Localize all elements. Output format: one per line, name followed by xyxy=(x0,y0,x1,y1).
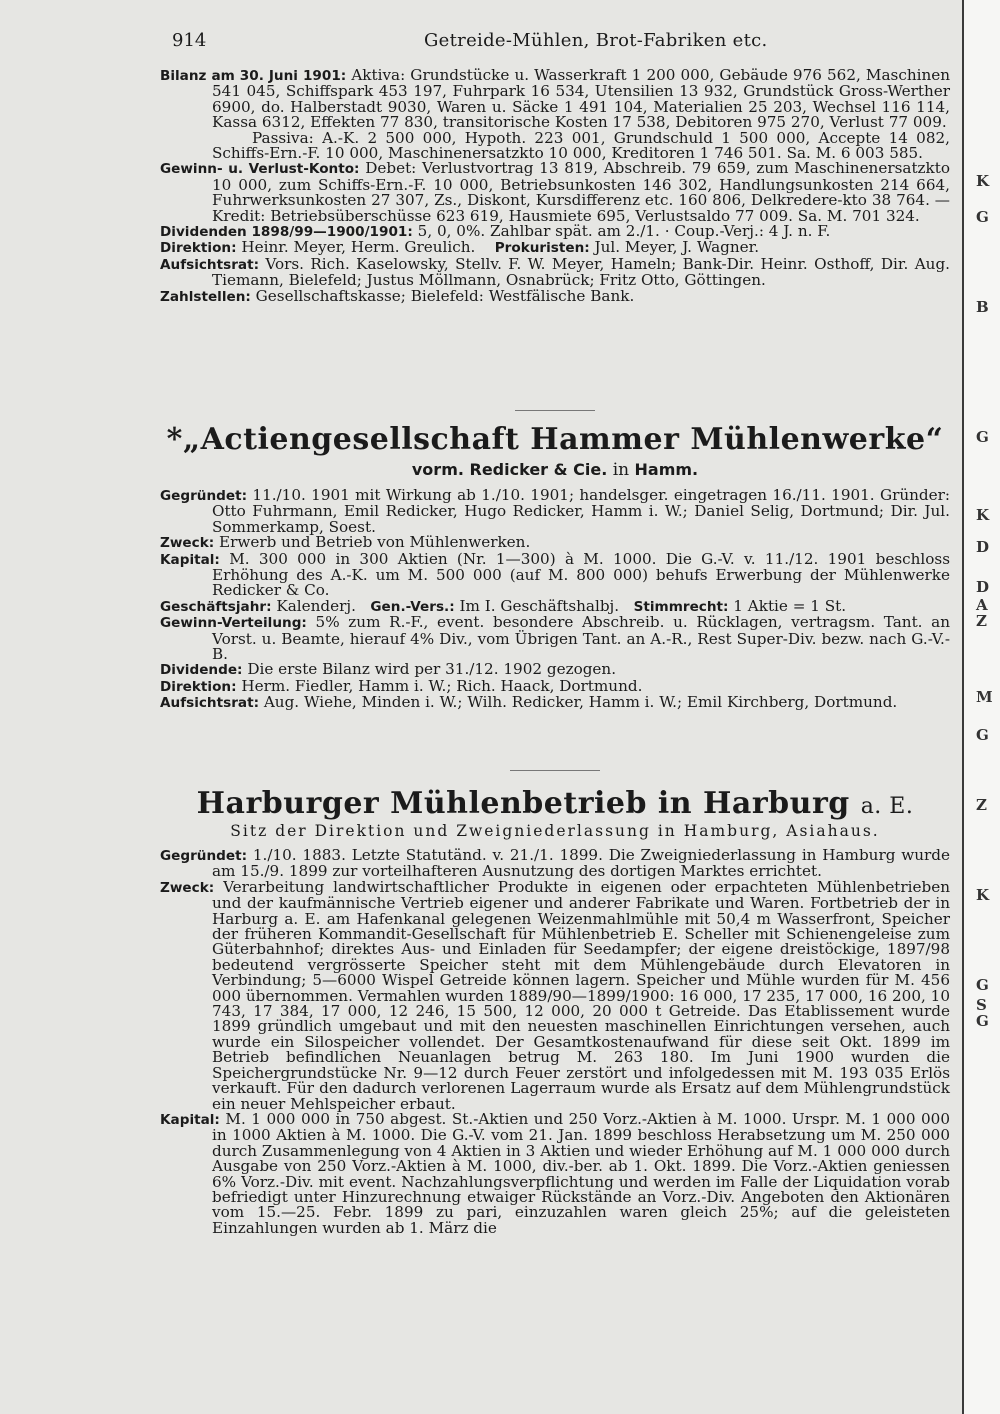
company-title-harburg xyxy=(160,786,950,821)
section-divider-2 xyxy=(510,770,600,771)
gegruendet-label: Gegründet: xyxy=(160,488,248,504)
gewinnvert-text: 5% zum R.-F., event. besondere Abschreib. u. Rücklagen, vertragsm. Tant. an Vorst. u. Beamte, hierauf 4% Div., vom Übrigen Tant. an A.-R., Rest Super-Div. bezw. nach G.-V.-B. xyxy=(212,613,951,664)
direktion2-text: Herm. Fiedler, Hamm i. W.; Rich. Haack, Dortmund. xyxy=(241,676,643,695)
zweck-text: Erwerb und Betrieb von Mühlenwerken. xyxy=(219,533,531,552)
zahlstellen-label: Zahlstellen: xyxy=(160,288,251,305)
zweck-label: Zweck: xyxy=(160,535,215,552)
dividenden-text: 5, 0, 0%. Zahlbar spät. am 2./1. · Coup.-Verj.: 4 J. n. F. xyxy=(417,222,831,241)
company-subtitle-hammer xyxy=(160,460,950,480)
aufsichtsrat2-label: Aufsichtsrat: xyxy=(160,695,259,712)
subtitle-vorm: vorm. Redicker & Cie. xyxy=(411,460,608,479)
aufsichtsrat-label: Aufsichtsrat: xyxy=(160,256,259,273)
subtitle-city: Hamm. xyxy=(634,460,699,479)
harburg-gegruendet-text: 1./10. 1883. Letzte Statutänd. v. 21./1. 1899. Die Zweigniederlassung in Hamburg wurde am 15./9. 1899 zur vorteilhafteren Ausnutzung des dortigen Marktes errichtet. xyxy=(212,846,950,881)
kapital-label: Kapital: xyxy=(160,551,220,568)
prokuristen-label: Prokuristen: xyxy=(494,240,590,257)
stimmrecht-text: 1 Aktie = 1 St. xyxy=(733,596,847,615)
harburg-zweck-entry xyxy=(160,877,951,1113)
kapital-entry xyxy=(160,549,950,600)
harburg-kapital-label: Kapital: xyxy=(160,1111,220,1128)
bilanz-entry xyxy=(160,68,950,131)
harburg-title: Harburger Mühlenbetrieb in Harburg xyxy=(196,786,850,821)
zahlstellen-text: Gesellschaftskasse; Bielefeld: Westfälische Bank. xyxy=(255,286,635,305)
edge-letter: K xyxy=(976,886,990,904)
aufsichtsrat2-text: Aug. Wiehe, Minden i. W.; Wilh. Redicker, Hamm i. W.; Emil Kirchberg, Dortmund. xyxy=(263,693,898,712)
edge-letter: Z xyxy=(976,612,987,630)
edge-letter: G xyxy=(976,1012,989,1030)
edge-letter: D xyxy=(976,578,990,596)
aufsichtsrat-entry xyxy=(160,254,950,290)
hammer-company-body xyxy=(160,488,950,712)
harburg-kapital-entry xyxy=(160,1109,951,1237)
kapital-text: M. 300 000 in 300 Aktien (Nr. 1—300) à M. 1000. Die G.-V. v. 11./12. 1901 beschloss Erhöhung des A.-K. um M. 500 000 (auf M. 800 000) behufs Erwerbung der Mühlenwerke Redicker & Co. xyxy=(212,549,950,600)
dividende-text: Die erste Bilanz wird per 31./12. 1902 gezogen. xyxy=(247,660,617,679)
harburg-zweck-label: Zweck: xyxy=(160,879,215,896)
zahlstellen-entry xyxy=(160,286,950,305)
harburg-gegruendet-entry xyxy=(160,848,950,880)
edge-letter: A xyxy=(976,596,988,614)
edge-letter: K xyxy=(976,172,990,190)
prokuristen-text: Jul. Meyer, J. Wagner. xyxy=(594,238,760,257)
aufsichtsrat2-entry xyxy=(160,695,950,711)
edge-letter: G xyxy=(976,208,989,226)
edge-letter: Z xyxy=(976,796,987,814)
page-header xyxy=(172,30,952,56)
previous-company-continuation xyxy=(160,68,950,305)
company-title-hammer: *„Actiengesellschaft Hammer Mühlenwerke“ xyxy=(166,422,944,457)
gewinn-entry xyxy=(160,161,950,224)
edge-letter: K xyxy=(976,506,990,524)
dividende-label: Dividende: xyxy=(160,662,243,679)
subtitle-in: in xyxy=(612,460,630,480)
page-number: 914 xyxy=(172,30,207,51)
genvers-text: Im I. Geschäftshalbj. xyxy=(459,596,620,615)
gewinnvert-entry xyxy=(160,615,950,662)
dividenden-label: Dividenden 1898/99—1900/1901: xyxy=(160,224,413,241)
gegruendet-text: 11./10. 1901 mit Wirkung ab 1./10. 1901; handelsger. eingetragen 16./11. 1901. Gründer: Otto Fuhrmann, Emil Redicker, Hugo Redicker, Hamm i. W.; Daniel Selig, Dortmund; Dir. Jul. Sommerkamp, Soest. xyxy=(212,486,951,536)
running-head: Getreide-Mühlen, Brot-Fabriken etc. xyxy=(424,30,768,51)
harburg-title-suffix: a. E. xyxy=(860,794,914,819)
direktion-text: Heinr. Meyer, Herm. Greulich. xyxy=(241,238,476,257)
direktion2-label: Direktion: xyxy=(160,678,237,695)
harburg-gegruendet-label: Gegründet: xyxy=(160,848,248,864)
edge-letter: G xyxy=(976,428,989,446)
gewinn-text: Debet: Verlustvortrag 13 819, Abschreib. 79 659, zum Maschinenersatzkto 10 000, zum Schiffs-Ern.-F. 10 000, Betriebsunkosten 146 302, Handlungsunkosten 214 664, Fuhrwerksunkosten 27 307, Zs., Diskont, Kursdifferenz etc. 160 806, Delkredere-kto 38 764. — Kredit: Betriebsüberschüsse 623 619, Hausmiete 695, Verlustsaldo 77 009. Sa. M. 701 324. xyxy=(212,159,950,225)
direktion-label: Direktion: xyxy=(160,240,237,257)
bilanz-label: Bilanz am 30. Juni 1901: xyxy=(160,68,347,84)
aufsichtsrat-text: Vors. Rich. Kaselowsky, Stellv. F. W. Meyer, Hameln; Bank-Dir. Heinr. Osthoff, Dir. Aug. Tiemann, Bielefeld; Justus Möllmann, Osnabrück; Fritz Otto, Göttingen. xyxy=(212,254,950,290)
bilanz-passiva: Passiva: A.-K. 2 500 000, Hypoth. 223 001, Grundschuld 1 500 000, Accepte 14 082, Schiffs-Ern.-F. 10 000, Maschinenersatzkto 10 000, Kreditoren 1 746 501. Sa. M. 6 003 585. xyxy=(212,128,950,163)
bilanz-aktiva: Aktiva: Grundstücke u. Wasserkraft 1 200 000, Gebäude 976 562, Maschinen 541 045, Schiffspark 453 197, Fuhrpark 16 534, Utensilien 13 932, Grundstück Gross-Werther 6900, do. Halberstadt 9030, Waren u. Säcke 1 491 104, Materialien 25 203, Wechsel 116 114, Kassa 6312, Effekten 77 830, transitorische Kosten 17 538, Debitoren 975 270, Verlust 77 009. xyxy=(212,66,951,132)
harburg-kapital-text: M. 1 000 000 in 750 abgest. St.-Aktien und 250 Vorz.-Aktien à M. 1000. Urspr. M. 1 000 000 in 1000 Aktien à M. 1000. Die G.-V. vom 21. Jan. 1899 beschloss Herabsetzung um M. 250 000 durch Zusammenlegung von 4 Aktien in 3 Aktien und wieder Erhöhung auf M. 1 000 000 durch Ausgabe von 250 Vorz.-Aktien à M. 1000, div.-ber. ab 1. Okt. 1899. Die Vorz.-Aktien geniessen 6% Vorz.-Div. mit event. Nachzahlungsverpflichtung und werden im Falle der Liquidation vorab befriedigt unter Hinzurechnung etwaiger Rückstände an Vorz.-Div. Angeboten den Aktionären vom 15.—25. Febr. 1899 zu pari, einzuzahlen waren gleich 25%; auf die geleisteten Einzahlungen wurden ab 1. März die xyxy=(212,1109,951,1237)
gewinnvert-label: Gewinn-Verteilung: xyxy=(160,615,307,632)
edge-letter: B xyxy=(976,298,989,316)
edge-letter: M xyxy=(976,688,993,706)
gegruendet-entry xyxy=(160,488,950,535)
edge-letter: G xyxy=(976,726,989,744)
edge-letter: D xyxy=(976,538,990,556)
edge-letter: G xyxy=(976,976,989,994)
company-subtitle-harburg: Sitz der Direktion und Zweigniederlassung in Hamburg, Asiahaus. xyxy=(230,822,880,840)
gewinn-label: Gewinn- u. Verlust-Konto: xyxy=(160,161,360,178)
geschaeftsjahr-label: Geschäftsjahr: xyxy=(160,598,272,615)
stimmrecht-label: Stimmrecht: xyxy=(633,598,729,615)
edge-letter: S xyxy=(976,996,987,1014)
section-divider xyxy=(515,410,595,411)
harburg-zweck-text: Verarbeitung landwirtschaftlicher Produkte in eigenen oder erpachteten Mühlenbetrieben und der kaufmännische Vertrieb eigener und anderer Fabrikate und Waren. Fortbetrieb der in Harburg a. E. am Hafenkanal gelegenen Weizenmahlmühle mit 50,4 m Wasserfront, Speicher der früheren Kommandit-Gesellschaft für Mühlenbetrieb E. Scheller mit Schienengeleise zum Güterbahnhof; direktes Aus- und Einladen für Seedampfer; der eigene dreistöckige, 1897/98 bedeutend vergrösserte Speicher steht mit dem Mühlengebäude durch Elevatoren in Verbindung; 5—6000 Wispel Getreide können lagern. Speicher und Mühle wurden für M. 456 000 übernommen. Vermahlen wurden 1889/90—1899/1900: 16 000, 17 235, 17 000, 16 200, 10 743, 17 384, 17 000, 12 246, 15 500, 12 000, 20 000 t Getreide. Das Etablissement wurde 1899 gründlich umgebaut und mit den neuesten maschinellen Einrichtungen versehen, auch wurde ein Silospeicher vollendet. Der Gesamtkostenaufwand für diese seit Okt. 1899 im Betrieb befindlichen Neuanlagen betrug M. 263 180. Im Juni 1900 wurden die Speichergrundstücke Nr. 9—12 durch Feuer zerstört und infolgedessen mit M. 193 035 Erlös verkauft. Für den dadurch verlorenen Lagerraum wurde als Ersatz auf dem Mühlengrundstück ein neuer Mehlspeicher erbaut. xyxy=(212,877,951,1113)
geschaeftsjahr-text: Kalenderj. xyxy=(276,596,356,615)
harburg-company-body xyxy=(160,848,950,1236)
genvers-label: Gen.-Vers.: xyxy=(370,598,455,615)
